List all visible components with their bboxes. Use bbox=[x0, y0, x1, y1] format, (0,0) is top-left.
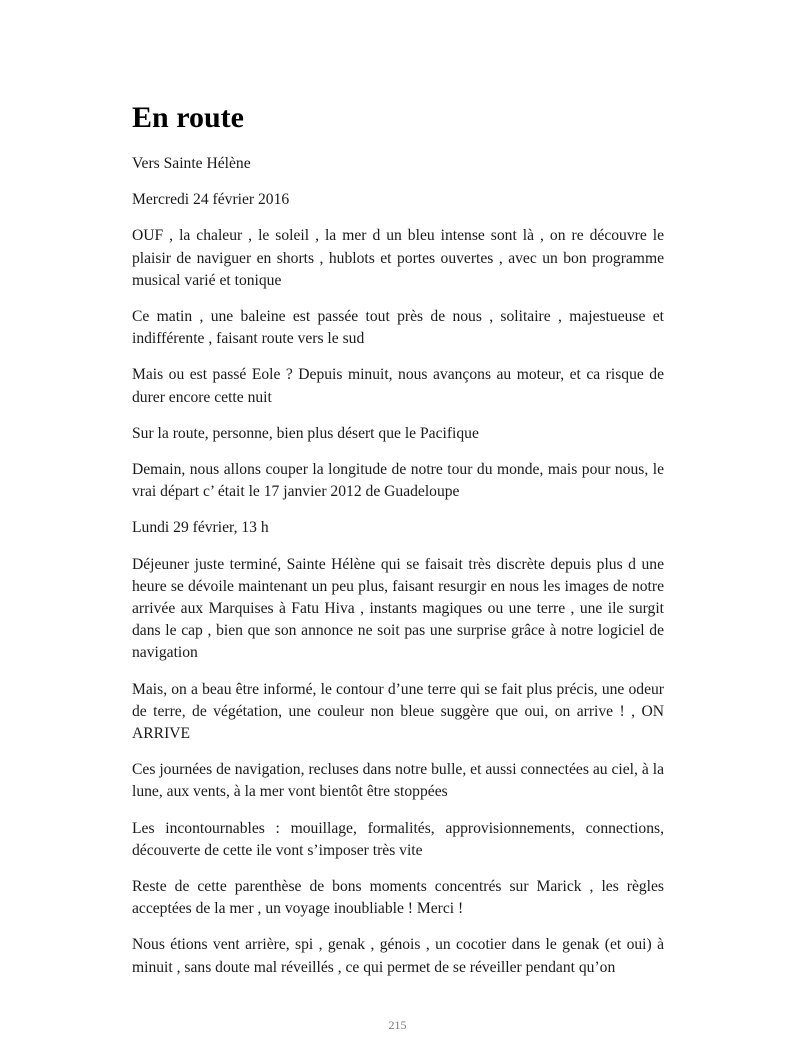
paragraph-date-2: Lundi 29 février, 13 h bbox=[132, 519, 269, 537]
chapter-text bbox=[132, 153, 664, 993]
paragraph: Ce matin , une baleine est passée tout près de nous , solitaire , majestueuse et indifférente , faisant route vers le sud bbox=[132, 308, 664, 348]
paragraph: Mais, on a beau être informé, le contour d’une terre qui se fait plus précis, une odeur de terre, de végétation, une couleur non bleue suggère que oui, on arrive ! , ON ARRIVE bbox=[132, 680, 664, 743]
paragraph: Reste de cette parenthèse de bons moments concentrés sur Marick , les règles acceptées de la mer , un voyage inoubliable ! Merci ! bbox=[132, 878, 664, 918]
chapter-title: En route bbox=[132, 101, 244, 134]
paragraph: Déjeuner juste terminé, Sainte Hélène qui se faisait très discrète depuis plus d une heure se dévoile maintenant un peu plus, faisant resurgir en nous les images de notre arrivée aux Marquises à Fatu Hiva , instants magiques ou une terre , une ile surgit dans le cap , bien que son annonce ne soit pas une surprise grâce à notre logiciel de navigation bbox=[132, 555, 664, 662]
paragraph: Mais ou est passé Eole ? Depuis minuit, nous avançons au moteur, et ca risque de durer encore cette nuit bbox=[132, 366, 664, 406]
paragraph-date-1: Mercredi 24 février 2016 bbox=[132, 191, 290, 209]
paragraph: OUF , la chaleur , le soleil , la mer d un bleu intense sont là , on re découvre le plaisir de naviguer en shorts , hublots et portes ouvertes , avec un bon programme musical varié et tonique bbox=[132, 227, 664, 289]
paragraph-subtitle: Vers Sainte Hélène bbox=[132, 155, 251, 172]
page-number: 215 bbox=[388, 1018, 407, 1032]
paragraph: Demain, nous allons couper la longitude de notre tour du monde, mais pour nous, le vrai départ c’ était le 17 janvier 2012 de Guadeloupe bbox=[132, 461, 664, 501]
paragraph: Les incontournables : mouillage, formalités, approvisionnements, connections, découverte de cette ile vont s’imposer très vite bbox=[132, 819, 664, 859]
paragraph: Nous étions vent arrière, spi , genak , génois , un cocotier dans le genak (et oui) à minuit , sans doute mal réveillés , ce qui permet de se réveiller pendant qu’on bbox=[132, 936, 664, 976]
paragraph: Sur la route, personne, bien plus désert que le Pacifique bbox=[132, 424, 479, 442]
paragraph: Ces journées de navigation, recluses dans notre bulle, et aussi connectées au ciel, à la lune, aux vents, à la mer vont bientôt être stoppées bbox=[132, 761, 664, 801]
